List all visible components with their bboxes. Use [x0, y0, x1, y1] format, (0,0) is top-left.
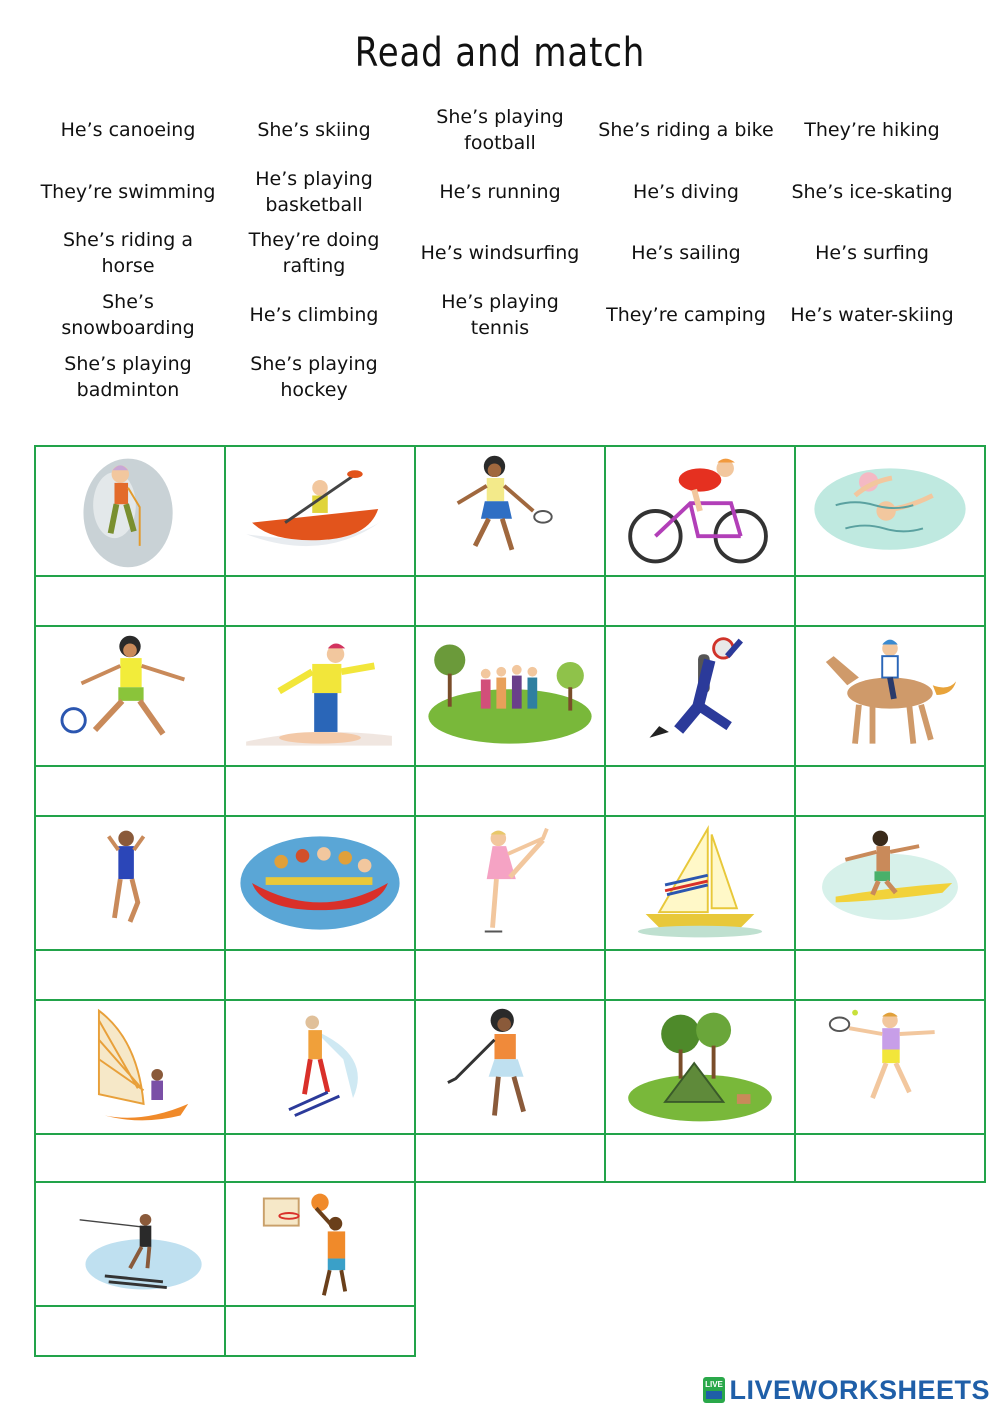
picture-horse-riding	[794, 625, 986, 767]
picture-hiking	[414, 625, 606, 767]
picture-water-skiing	[34, 1181, 226, 1307]
raft-icon	[226, 817, 414, 949]
tent-icon	[606, 1001, 794, 1133]
answer-box[interactable]	[34, 1133, 226, 1183]
horse-icon	[796, 627, 984, 765]
answer-box[interactable]	[414, 949, 606, 1001]
phrase: She’s ice-skating	[791, 181, 953, 203]
swimming-icon	[796, 447, 984, 575]
picture-canoeing	[224, 445, 416, 577]
phrase: She’s playing badminton	[64, 353, 192, 401]
picture-diving	[604, 625, 796, 767]
live-badge-text: LIVE	[705, 1380, 724, 1389]
phrase: They’re swimming	[40, 181, 216, 203]
picture-hockey	[414, 999, 606, 1135]
answer-box[interactable]	[794, 765, 986, 817]
phrase: She’s skiing	[257, 119, 371, 141]
phrase: He’s canoeing	[60, 119, 196, 141]
hockey-icon	[416, 1001, 604, 1133]
picture-camping	[604, 999, 796, 1135]
hiking-icon	[416, 627, 604, 765]
answer-box[interactable]	[224, 1133, 416, 1183]
phrase: He’s windsurfing	[420, 242, 580, 264]
logo-text: LIVEWORKSHEETS	[729, 1374, 990, 1405]
answer-box[interactable]	[604, 1133, 796, 1183]
answer-box[interactable]	[34, 1305, 226, 1357]
picture-tennis	[794, 999, 986, 1135]
answer-box[interactable]	[604, 949, 796, 1001]
phrase: He’s running	[439, 181, 561, 203]
bicycle-icon	[606, 447, 794, 575]
answer-box[interactable]	[414, 575, 606, 627]
answer-box[interactable]	[794, 1133, 986, 1183]
skiing-icon	[226, 1001, 414, 1133]
picture-badminton	[414, 445, 606, 577]
picture-rafting	[224, 815, 416, 951]
water-ski-icon	[36, 1183, 224, 1305]
picture-football	[34, 625, 226, 767]
phrase: He’s water-skiing	[790, 304, 954, 326]
ice-skating-icon	[416, 817, 604, 949]
picture-cycling	[604, 445, 796, 577]
answer-box[interactable]	[34, 765, 226, 817]
answer-box[interactable]	[224, 1305, 416, 1357]
tennis-icon	[796, 1001, 984, 1133]
answer-box[interactable]	[224, 575, 416, 627]
picture-windsurfing	[34, 999, 226, 1135]
picture-surfing	[794, 815, 986, 951]
phrase: They’re camping	[606, 304, 766, 326]
phrase: She’s riding a horse	[63, 229, 193, 277]
answer-box[interactable]	[414, 765, 606, 817]
phrase: She’s snowboarding	[61, 291, 195, 339]
liveworksheets-logo	[703, 1375, 990, 1405]
windsurf-icon	[36, 1001, 224, 1133]
worksheet-title: Read and match	[354, 30, 646, 76]
live-badge-icon	[703, 1377, 725, 1403]
phrase: They’re doing rafting	[248, 229, 380, 277]
canoe-icon	[226, 447, 414, 575]
phrase: He’s diving	[633, 181, 739, 203]
picture-basketball	[224, 1181, 416, 1307]
phrase: He’s surfing	[815, 242, 929, 264]
picture-sailing	[604, 815, 796, 951]
answer-box[interactable]	[604, 765, 796, 817]
picture-running	[34, 815, 226, 951]
basketball-icon	[226, 1183, 414, 1305]
football-icon	[36, 627, 224, 765]
snowboard-icon	[226, 627, 414, 765]
running-icon	[36, 817, 224, 949]
sailboat-icon	[606, 817, 794, 949]
phrase: She’s riding a bike	[598, 119, 774, 141]
phrase: She’s playing football	[436, 106, 564, 154]
picture-swimming	[794, 445, 986, 577]
answer-box[interactable]	[34, 949, 226, 1001]
phrase: He’s playing basketball	[255, 168, 373, 216]
diving-icon	[606, 627, 794, 765]
climbing-icon	[36, 447, 224, 575]
answer-box[interactable]	[604, 575, 796, 627]
phrase: They’re hiking	[804, 119, 940, 141]
answer-box[interactable]	[34, 575, 226, 627]
picture-skiing	[224, 999, 416, 1135]
picture-climbing	[34, 445, 226, 577]
picture-snowboarding	[224, 625, 416, 767]
answer-box[interactable]	[794, 949, 986, 1001]
surfing-icon	[796, 817, 984, 949]
answer-box[interactable]	[794, 575, 986, 627]
phrase: He’s climbing	[249, 304, 379, 326]
answer-box[interactable]	[224, 765, 416, 817]
phrase: He’s playing tennis	[441, 291, 559, 339]
picture-ice-skating	[414, 815, 606, 951]
answer-box[interactable]	[224, 949, 416, 1001]
phrase: She’s playing hockey	[250, 353, 378, 401]
answer-box[interactable]	[414, 1133, 606, 1183]
phrase: He’s sailing	[631, 242, 741, 264]
badminton-icon	[416, 447, 604, 575]
